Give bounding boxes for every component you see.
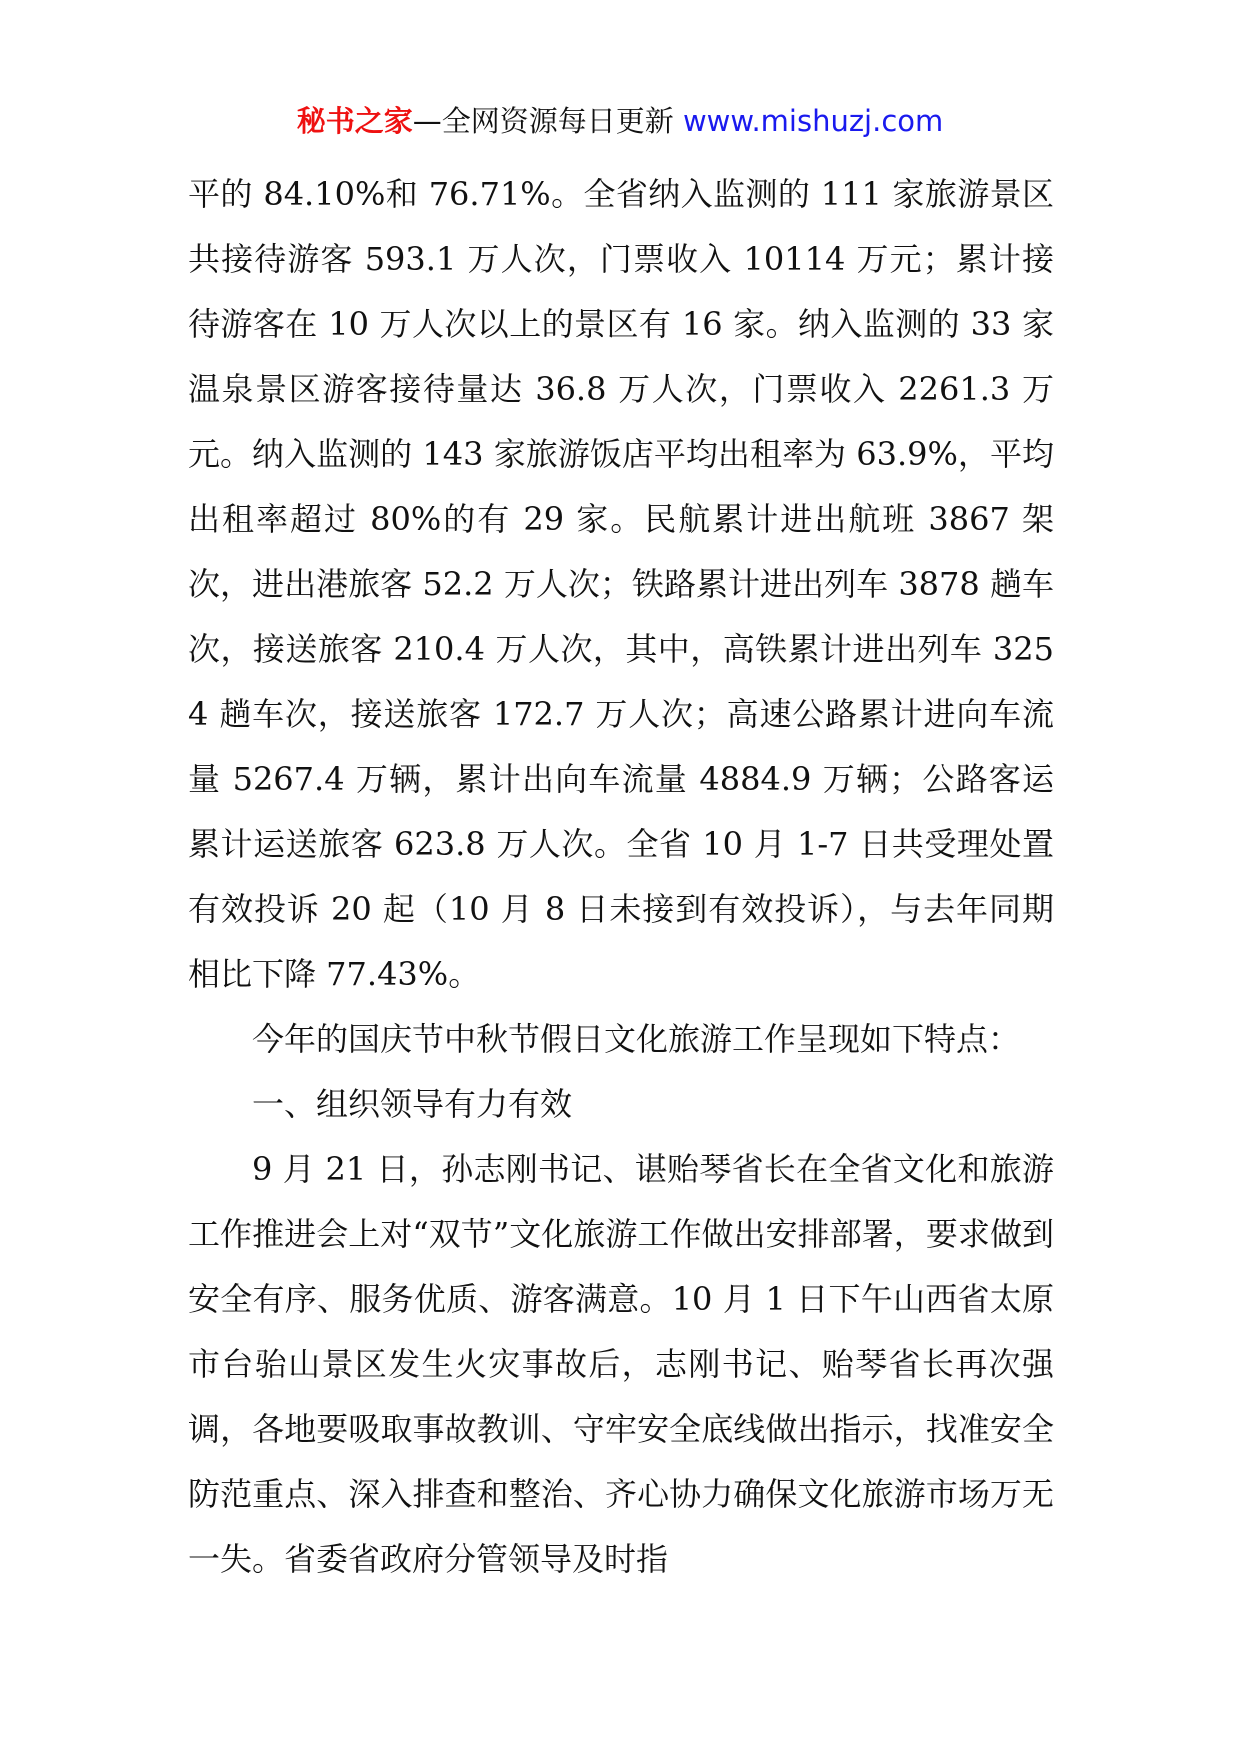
paragraph-features-intro: 今年的国庆节中秋节假日文化旅游工作呈现如下特点： (252, 1020, 1021, 1058)
brand-slogan: —全网资源每日更新 (412, 104, 674, 138)
document-body (188, 162, 1054, 1592)
site-banner (0, 100, 1240, 142)
brand-name: 秘书之家 (296, 104, 413, 138)
site-url-link[interactable]: www.mishuzj.com (682, 104, 944, 138)
paragraph-leadership: 9 月 21 日，孙志刚书记、谌贻琴省长在全省文化和旅游工作推进会上对“双节”文化旅游工作做出安排部署，要求做到安全有序、服务优质、游客满意。10 月 1 日下午山西省太原市台骀山景区发生火灾事故后，志刚书记、贻琴省长再次强调，各地要吸取事故教训、守牢安全底线做出指示，找准安全防范重点、深入排查和整治、齐心协力确保文化旅游市场万无一失。省委省政府分管领导及时指 (188, 1150, 1054, 1578)
section-heading-1: 一、组织领导有力有效 (252, 1085, 573, 1123)
paragraph-statistics: 平的 84.10%和 76.71%。全省纳入监测的 111 家旅游景区共接待游客 593.1 万人次，门票收入 10114 万元；累计接待游客在 10 万人次以上的景区有 16 家。纳入监测的 33 家温泉景区游客接待量达 36.8 万人次，门票收入 2261.3 万元。纳入监测的 143 家旅游饭店平均出租率为 63.9%，平均出租率超过 80%的有 29 家。民航累计进出航班 3867 架次，进出港旅客 52.2 万人次；铁路累计进出列车 3878 趟车次，接送旅客 210.4 万人次，其中，高铁累计进出列车 3254 趟车次，接送旅客 172.7 万人次；高速公路累计进向车流量 5267.4 万辆，累计出向车流量 4884.9 万辆；公路客运累计运送旅客 623.8 万人次。全省 10 月 1-7 日共受理处置有效投诉 20 起（10 月 8 日未接到有效投诉），与去年同期相比下降 77.43%。 (188, 175, 1054, 993)
